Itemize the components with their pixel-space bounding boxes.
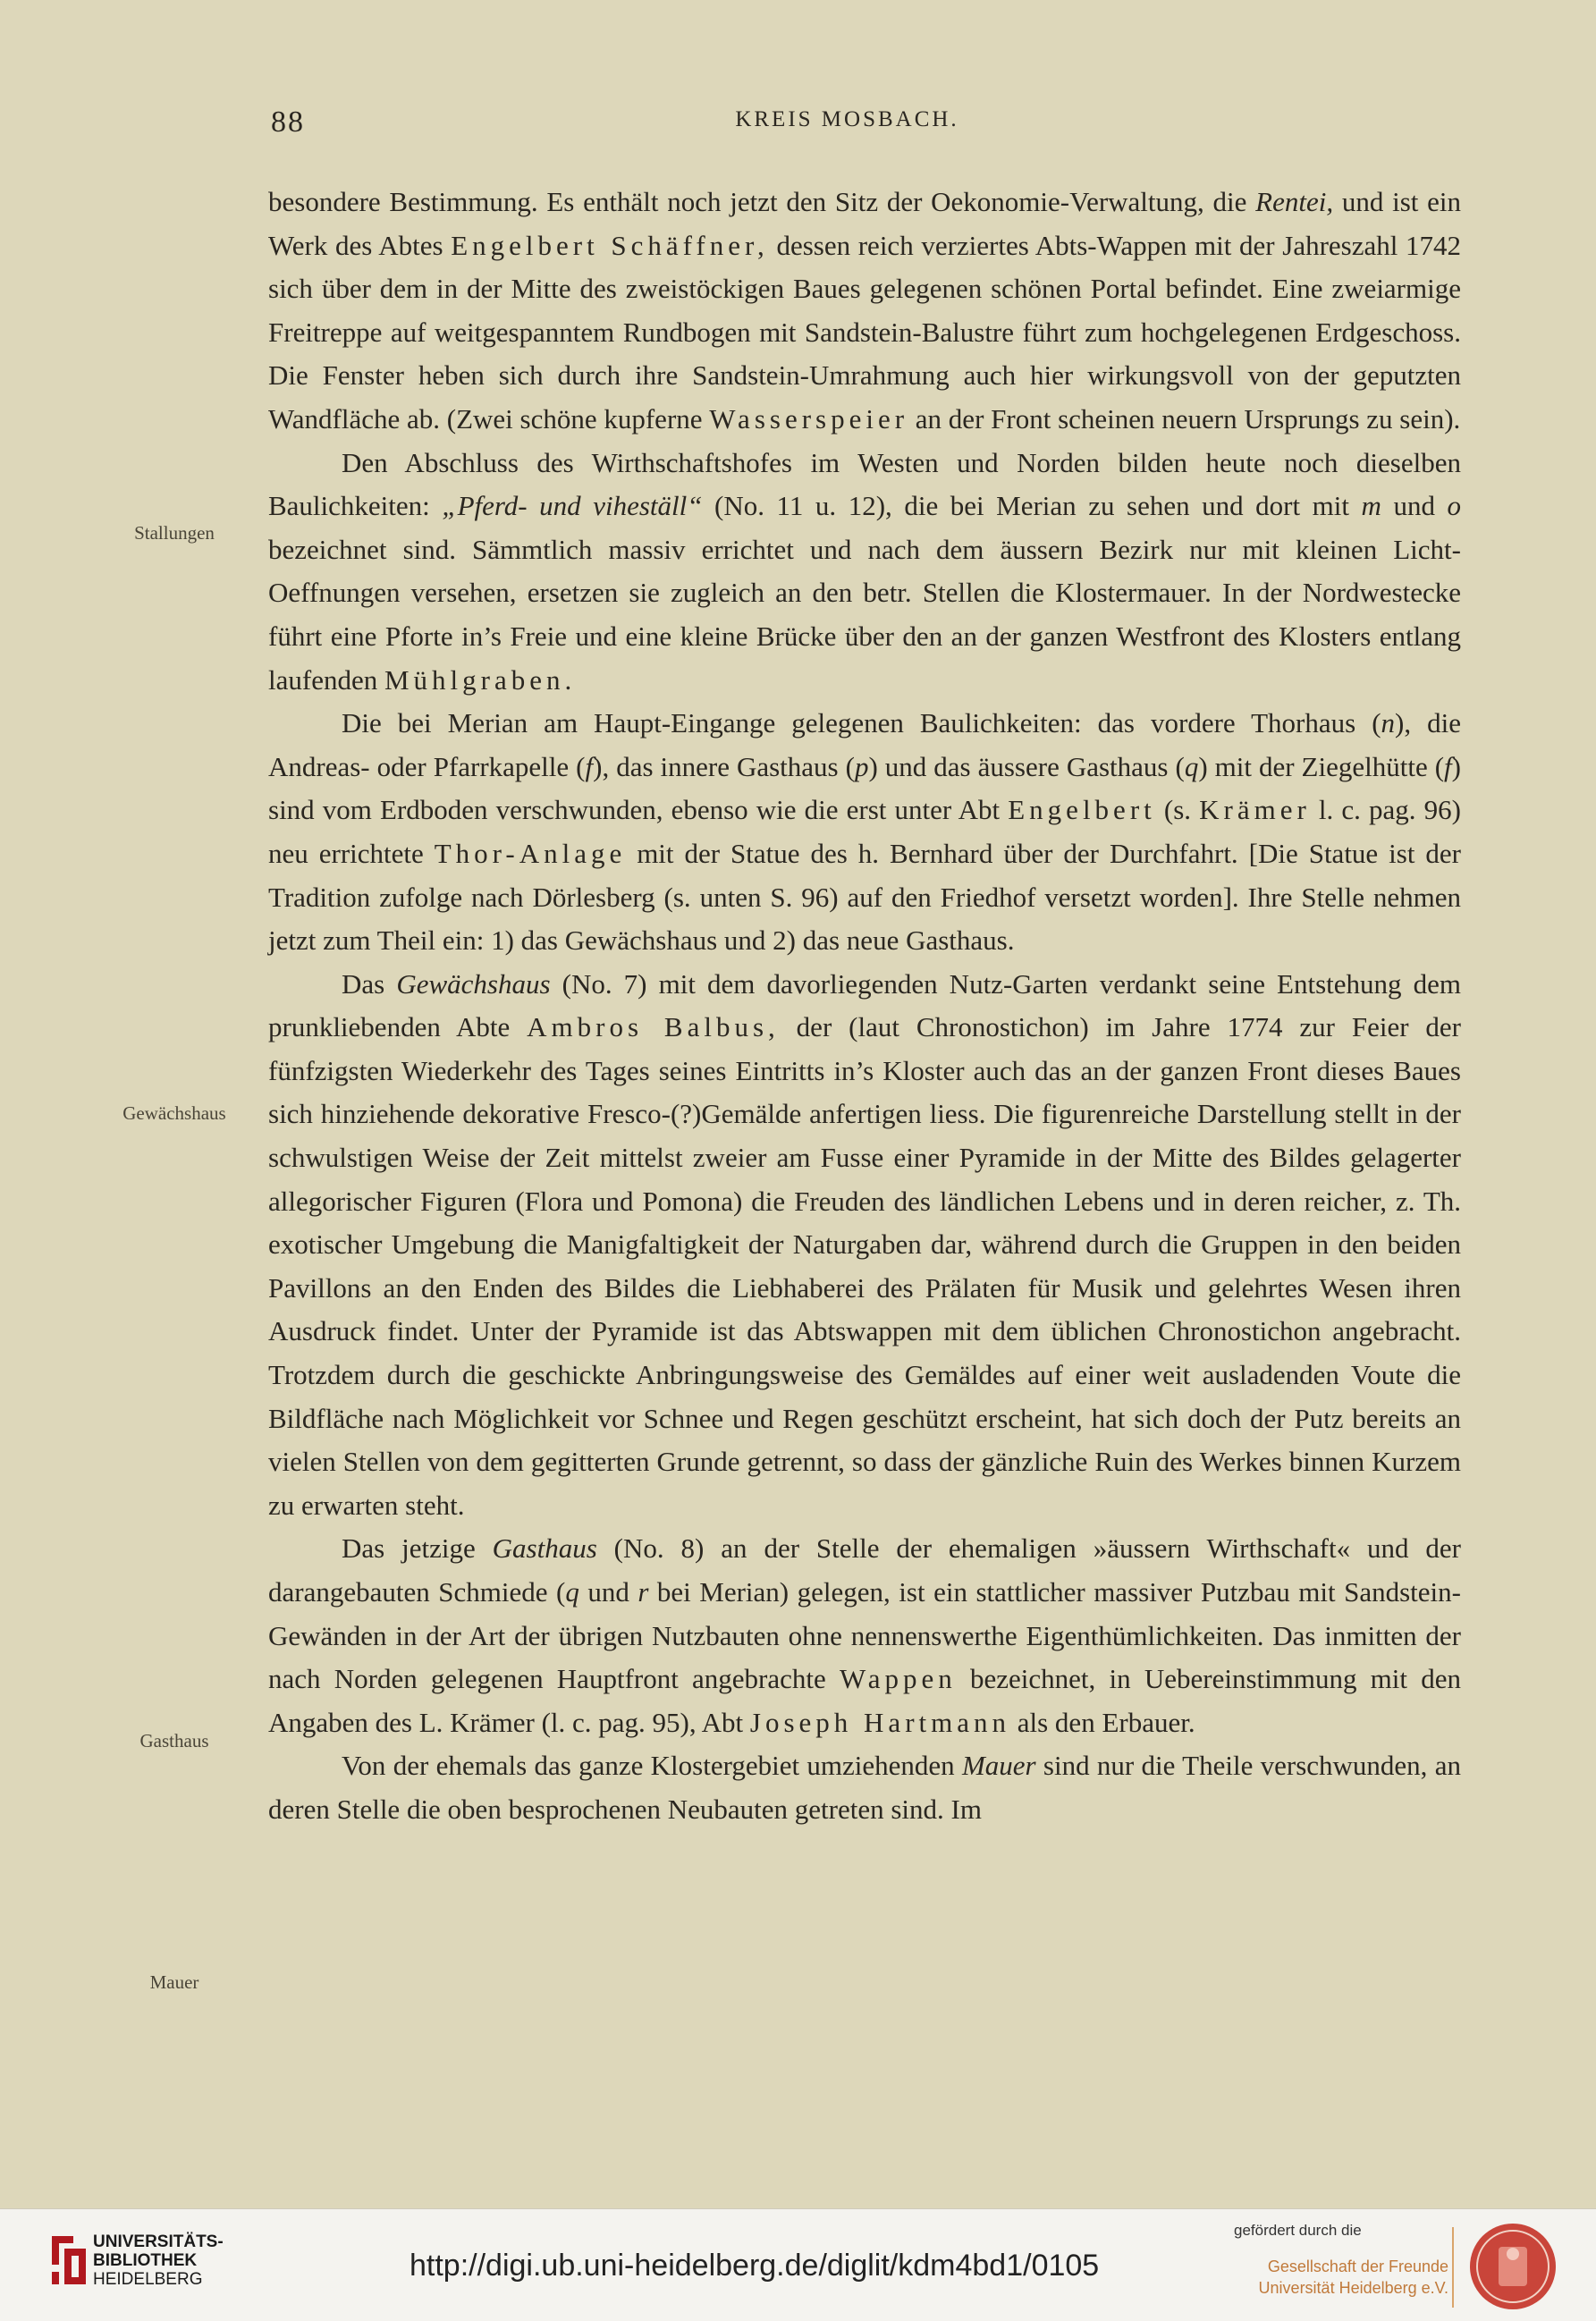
sponsor-name: Gesellschaft der Freunde Universität Heidelberg e.V. [1258, 2258, 1448, 2297]
permalink-url[interactable]: http://digi.ub.uni-heidelberg.de/diglit/kdm4bd1/0105 [410, 2249, 1100, 2283]
margin-note-stallungen: Stallungen [134, 522, 215, 544]
viewer-footer [0, 2208, 1596, 2321]
paragraph-1: besondere Bestimmung. Es enthält noch jetzt den Sitz der Oekonomie-Verwaltung, die Rentei, und ist ein Werk des Abtes Engelbert Schäffner, dessen reich verziertes Abts-Wappen mit der Jahreszahl 1742 sich über dem in der Mitte des zweistöckigen Baues gelegenen schönen Portal befindet. Eine zweiarmige Freitreppe auf weitgespanntem Rundbogen mit Sandstein-Balustre führt zum hochgelegenen Erdgeschoss. Die Fenster heben sich durch ihre Sandstein-Umrahmung auch hier wirkungsvoll von der geputzten Wandfläche ab. (Zwei schöne kupferne Wasserspeier an der Front scheinen neuern Ursprungs zu sein). [268, 186, 1461, 435]
university-seal-icon [1466, 2220, 1559, 2313]
paragraph-3: Die bei Merian am Haupt-Eingange gelegenen Baulichkeiten: das vordere Thorhaus (n), die Andreas- oder Pfarrkapelle (f), das innere Gasthaus (p) und das äussere Gasthaus (q) mit der Ziegelhütte (f) sind vom Erdboden verschwunden, ebenso wie die erst unter Abt Engelbert (s. Krämer l. c. pag. 96) neu errichtete Thor-Anlage mit der Statue des h. Bernhard über der Durchfahrt. [Die Statue ist der Tradition zufolge nach Dörlesberg (s. unten S. 96) auf den Friedhof versetzt worden]. Ihre Stelle nehmen jetzt zum Theil ein: 1) das Gewächshaus und 2) das neue Gasthaus. [268, 707, 1462, 957]
paragraph-2: Den Abschluss des Wirthschaftshofes im Westen und Norden bilden heute noch dieselben Baulichkeiten: „Pferd- und viheställ“ (No. 11 u. 12), die bei Merian zu sehen und dort mit m und o bezeichnet sind. Sämmtlich massiv errichtet und nach dem äussern Bezirk nur mit kleinen Licht-Oeffnungen versehen, ersetzen sie zugleich an den betr. Stellen die Klostermauer. In der Nordwestecke führt eine Pforte in’s Freie und eine kleine Brücke über den an der ganzen Westfront des Klosters entlang laufenden Mühlgraben. [268, 446, 1462, 696]
margin-note-gasthaus: Gasthaus [139, 1730, 209, 1751]
paragraph-6: Von der ehemals das ganze Klostergebiet umziehenden Mauer sind nur die Theile verschwunden, an deren Stelle die oben besprochenen Neubauten getreten sind. Im [268, 1750, 1461, 1825]
page-number: 88 [271, 106, 305, 139]
paragraph-5: Das jetzige Gasthaus (No. 8) an der Stelle der ehemaligen »äussern Wirthschaft« und der darangebauten Schmiede (q und r bei Merian) gelegen, ist ein stattlicher massiver Putzbau mit Sandstein-Gewänden in der Art der übrigen Nutzbauten ohne nennenswerthe Eigenthümlichkeiten. Das inmitten der nach Norden gelegenen Hauptfront angebrachte Wappen bezeichnet, in Uebereinstimmung mit den Angaben des L. Krämer (l. c. pag. 95), Abt Joseph Hartmann als den Erbauer. [268, 1532, 1461, 1738]
university-library-logo-icon [46, 2225, 91, 2295]
paragraph-4: Das Gewächshaus (No. 7) mit dem davorliegenden Nutz-Garten verdankt seine Entstehung dem prunkliebenden Abte Ambros Balbus, der (laut Chronostichon) im Jahre 1774 zur Feier der fünfzigsten Wiederkehr des Tages seines Eintritts in’s Kloster auch das an der ganzen Front dieses Baues sich hinziehende dekorative Fresco-(?)Gemälde anfertigen liess. Die figurenreiche Darstellung stellt in der schwulstigen Weise der Zeit mittelst zweier am Fusse einer Pyramide in der Mitte des Bildes gelagerter allegorischer Figuren (Flora und Pomona) die Freuden des ländlichen Lebens und in deren reicher, z. Th. exotischer Umgebung die Manigfaltigkeit der Naturgaben dar, während durch die Gruppen in den beiden Pavillons an den Enden des Bildes die Liebhaberei des Prälaten für Musik und gelehrtes Wesen ihren Ausdruck findet. Unter der Pyramide ist das Abtswappen mit dem üblichen Chronostichon angebracht. Trotzdem durch die geschickte Anbringungsweise des Gemäldes auf einer weit ausladenden Voute die Bildfläche nach Möglichkeit vor Schnee und Regen geschützt erscheint, hat sich doch der Putz bereits an vielen Stellen von dem gegitterten Grunde getrennt, so dass der gänzliche Ruin des Werkes binnen Kurzem zu erwarten steht. [268, 967, 1461, 1521]
margin-note-mauer: Mauer [149, 1971, 199, 1993]
sponsor-divider [1452, 2227, 1454, 2308]
running-title: KREIS MOSBACH. [735, 107, 959, 131]
margin-note-gewaechshaus: Gewächshaus [122, 1102, 226, 1124]
sponsor-label: gefördert durch die [1234, 2222, 1362, 2239]
body-text [268, 181, 1461, 1832]
library-name: UNIVERSITÄTS- BIBLIOTHEK HEIDELBERG [93, 2232, 224, 2289]
